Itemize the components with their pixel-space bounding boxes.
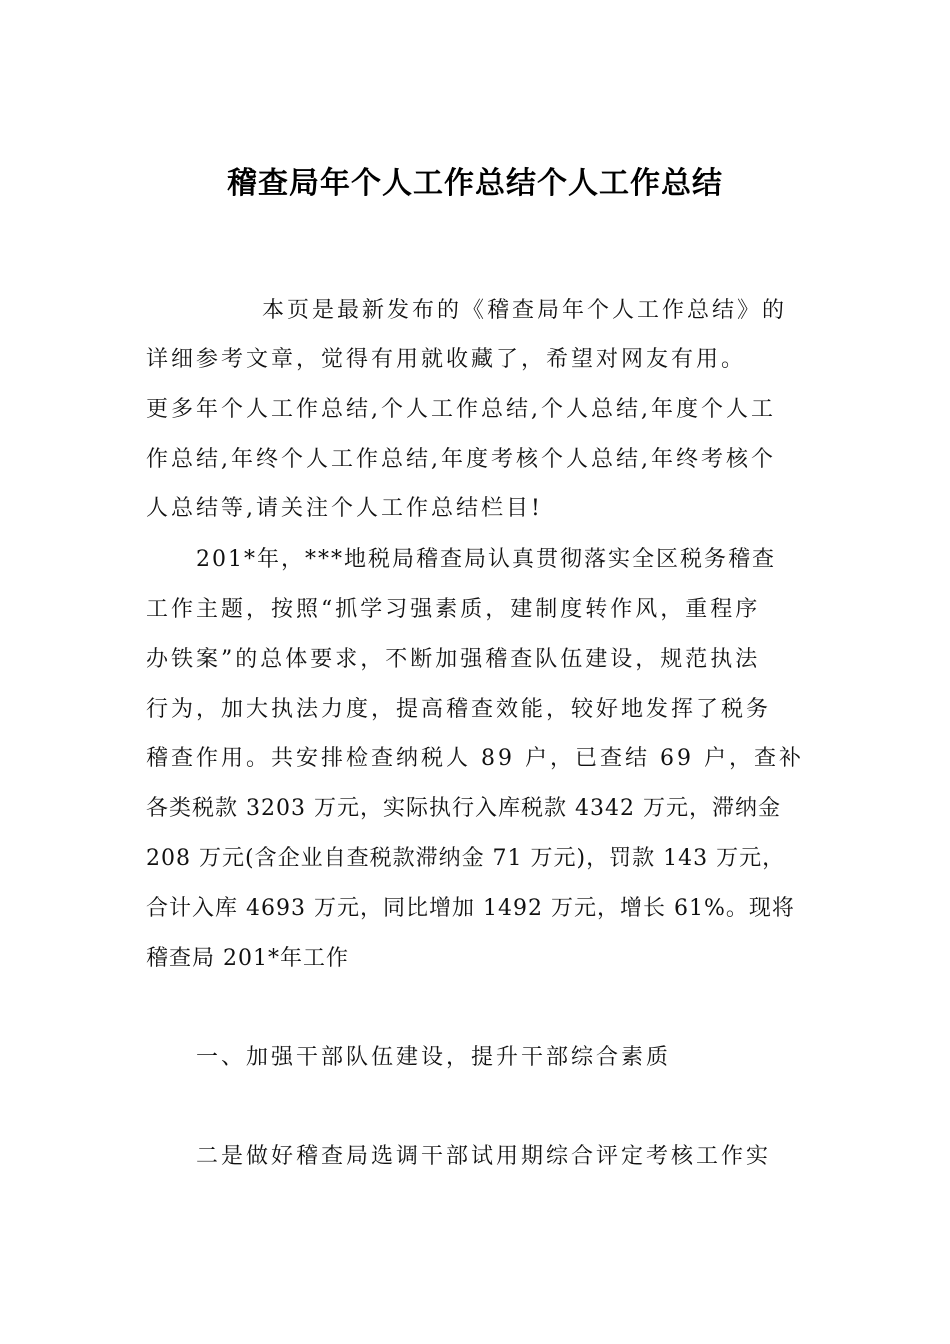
intro-line-5: 人总结等,请关注个人工作总结栏目! [146,496,543,521]
body-line-2: 工作主题，按照“抓学习强素质，建制度转作风，重程序 [146,597,761,622]
body-line-5: 稽查作用。共安排检查纳税人 89 户，已查结 69 户，查补 [146,746,804,771]
body-line-3: 办铁案”的总体要求，不断加强稽查队伍建设，规范执法 [146,647,761,672]
body-line-9: 稽查局 201*年工作 [146,946,349,971]
intro-line-1: 本页是最新发布的《稽查局年个人工作总结》的 [262,298,788,323]
body-line-7: 208 万元(含企业自查税款滞纳金 71 万元)，罚款 143 万元， [146,846,786,871]
document-title: 稽查局年个人工作总结个人工作总结 [227,166,723,201]
intro-line-3: 更多年个人工作总结,个人工作总结,个人总结,年度个人工 [146,397,776,422]
section-heading-1: 一、加强干部队伍建设，提升干部综合素质 [196,1045,672,1070]
intro-line-2: 详细参考文章，觉得有用就收藏了，希望对网友有用。 [146,347,747,372]
body-line-4: 行为，加大执法力度，提高稽查效能，较好地发挥了税务 [146,697,772,722]
section-line-2: 二是做好稽查局选调干部试用期综合评定考核工作实 [196,1144,772,1169]
intro-line-4: 作总结,年终个人工作总结,年度考核个人总结,年终考核个 [146,447,776,472]
body-line-1: 201*年，***地税局稽查局认真贯彻落实全区税务稽查 [196,547,776,572]
body-line-8: 合计入库 4693 万元，同比增加 1492 万元，增长 61%。现将 [146,896,795,921]
body-line-6: 各类税款 3203 万元，实际执行入库税款 4342 万元，滞纳金 [146,796,781,821]
